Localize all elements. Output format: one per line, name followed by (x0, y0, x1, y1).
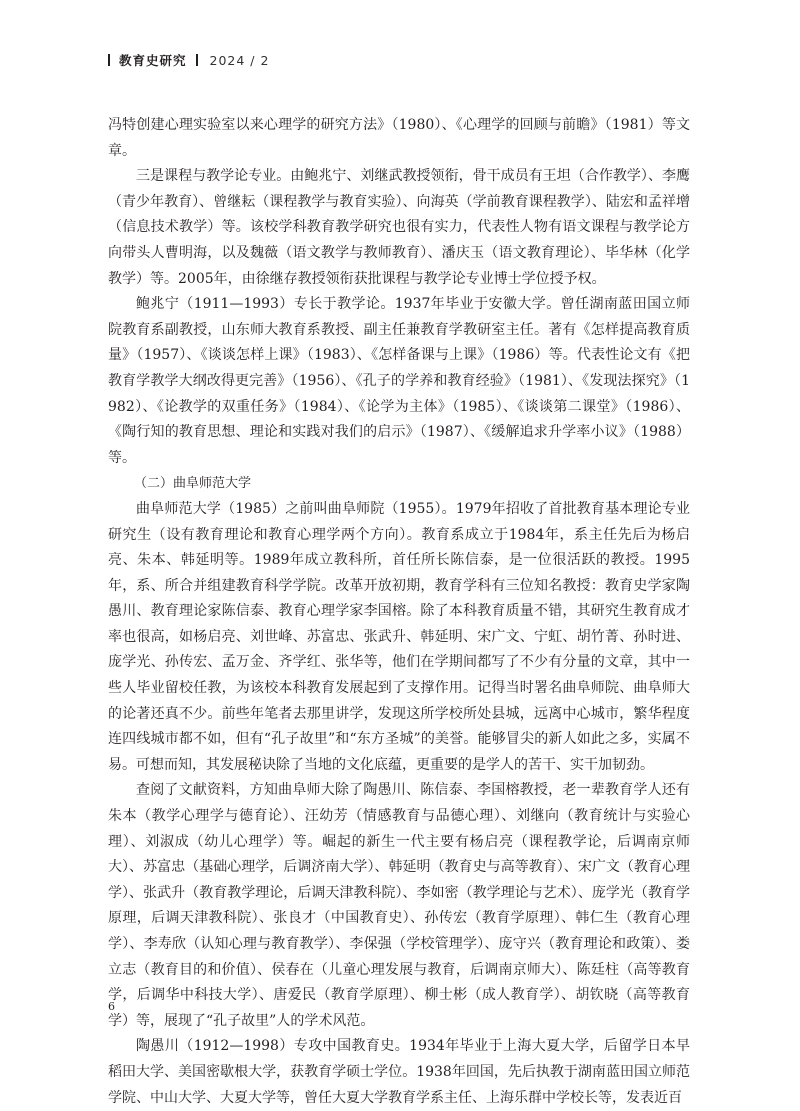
section-subheading: （二）曲阜师范大学 (134, 476, 252, 492)
page-number: 6 (108, 1000, 115, 1013)
paragraph-qufu-normal: 曲阜师范大学（1985）之前叫曲阜师院（1955）。1979年招收了首批教育基本理论专业研究生（设有教育理论和教育心理学两个方向）。教育系成立于1984年，系主任先后为杨启亮、朱本、韩延明等。1989年成立教科所，首任所长陈信泰，是一位很活跃的教授。1995年，系、所合并组建教育科学学院。改革开放初期，教育学科有三位知名教授：教育史学家陶愚川、教育理论家陈信泰、教育心理学家李国榕。除了本科教育质量不错，其研究生教育成才率也很高，如杨启亮、刘世峰、苏富忠、张武升、韩延明、宋广文、宁虹、胡竹菁、孙时进、庞学光、孙传宏、孟万金、齐学红、张华等，他们在学期间都写了不少有分量的文章，其中一些人毕业留校任教，为该校本科教育发展起到了支撑作用。记得当时署名曲阜师院、曲阜师大的论著还真不少。前些年笔者去那里讲学，发现这所学校所处县城，远离中心城市，繁华程度连四线城市都不如，但有“孔子故里”和“东方圣城”的美誉。能够冒尖的新人如此之多，实属不易。可想而知，其发展秘诀除了当地的文化底蕴，更重要的是学人的苦干、实干加韧劲。 (108, 500, 690, 773)
running-header (108, 50, 269, 70)
header-bar-left (108, 54, 110, 66)
paragraph-curriculum-teaching: 三是课程与教学论专业。由鲍兆宁、刘继武教授领衔，骨干成员有王坦（合作教学）、李鹰（青少年教育）、曾继耘（课程教学与教育实验）、向海英（学前教育课程教学）、陆宏和孟祥增（信息技术教学）等。该校学科教育教学研究也很有实力，代表性人物有语文课程与教学论方向带头人曹明海，以及魏薇（语文教学与教师教育）、潘庆玉（语文教育理论）、毕华林（化学教学）等。2005年，由徐继存教授领衔获批课程与教学论专业博士学位授予权。 (108, 168, 690, 287)
article-body (108, 113, 690, 1111)
paragraph-scholars-list: 查阅了文献资料，方知曲阜师大除了陶愚川、陈信泰、李国榕教授，老一辈教育学人还有朱本（教学心理学与德育论）、汪幼芳（情感教育与品德心理）、刘继向（教育统计与实验心理）、刘淑成（幼儿心理学）等。崛起的新生一代主要有杨启亮（课程教学论，后调南京师大）、苏富忠（基础心理学，后调济南大学）、韩延明（教育史与高等教育）、宋广文（教育心理学）、张武升（教育教学理论，后调天津教科院）、李如密（教学理论与艺术）、庞学光（教育学原理，后调天津教科院）、张良才（中国教育史）、孙传宏（教育学原理）、韩仁生（教育心理学）、李寿欣（认知心理与教育教学）、李保强（学校管理学）、庞守兴（教育理论和政策）、娄立志（教育目的和价值）、侯春在（儿童心理发展与教育，后调南京师大）、陈廷柱（高等教育学，后调华中科技大学）、唐爱民（教育学原理）、柳士彬（成人教育学）、胡钦晓（高等教育学）等，展现了“孔子故里”人的学术风范。 (108, 782, 690, 1029)
paragraph-tao-yuchuan: 陶愚川（1912—1998）专攻中国教育史。1934年毕业于上海大夏大学，后留学日本早稻田大学、美国密歇根大学，获教育学硕士学位。1938年回国，先后执教于湖南蓝田国立师范学院、中山大学、大夏大学等，曾任大夏大学教育学系主任、上海乐群中学校长等，发表近百 (108, 1038, 690, 1106)
header-bar-right (196, 54, 198, 66)
journal-title: 教育史研究 (119, 53, 187, 68)
issue-label: 2024 / 2 (209, 52, 270, 68)
paragraph-bao-zhaoning: 鲍兆宁（1911—1993）专长于教学论。1937年毕业于安徽大学。曾任湖南蓝田国立师院教育系副教授，山东师大教育系教授、副主任兼教育学教研室主任。著有《怎样提高教育质量》（1957）、《谈谈怎样上课》（1983）、《怎样备课与上课》（1986）等。代表性论文有《把教育学教学大纲改得更完善》（1956）、《孔子的学养和教育经验》（1981）、《发现法探究》（1982）、《论教学的双重任务》（1984）、《论学为主体》（1985）、《谈谈第二课堂》（1986）、《陶行知的教育思想、理论和实践对我们的启示》（1987）、《缓解追求升学率小议》（1988）等。 (108, 296, 690, 466)
paragraph-continued: 冯特创建心理实验室以来心理学的研究方法》（1980）、《心理学的回顾与前瞻》（1981）等文章。 (108, 117, 690, 159)
